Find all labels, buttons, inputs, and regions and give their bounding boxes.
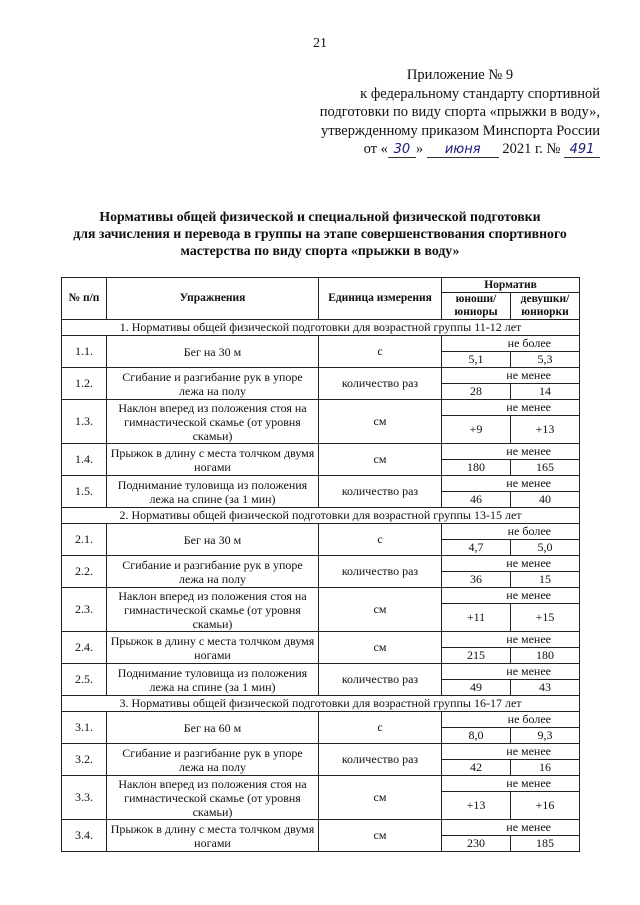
value-girls: 185 xyxy=(511,836,580,852)
table-body xyxy=(62,320,580,852)
row-num: 1.4. xyxy=(62,444,107,476)
row-num: 2.1. xyxy=(62,524,107,556)
row-unit: с xyxy=(319,336,442,368)
row-condition: не менее xyxy=(442,444,580,460)
value-boys: 4,7 xyxy=(442,540,511,556)
header-boys: юноши/ юниоры xyxy=(442,293,511,320)
row-exercise: Сгибание и разгибание рук в упоре лежа на полу xyxy=(107,368,319,400)
table-row xyxy=(62,664,580,680)
table-row xyxy=(62,476,580,492)
section-row xyxy=(62,508,580,524)
table-row xyxy=(62,400,580,416)
row-unit: количество раз xyxy=(319,368,442,400)
section-row xyxy=(62,696,580,712)
row-exercise: Наклон вперед из положения стоя на гимнастической скамье (от уровня скамьи) xyxy=(107,776,319,820)
appendix-title: Приложение № 9 xyxy=(406,67,514,83)
value-girls: +16 xyxy=(511,792,580,820)
row-condition: не более xyxy=(442,712,580,728)
row-condition: не более xyxy=(442,524,580,540)
row-unit: см xyxy=(319,400,442,444)
row-num: 3.1. xyxy=(62,712,107,744)
document-title xyxy=(40,208,600,259)
row-num: 1.1. xyxy=(62,336,107,368)
value-boys: +11 xyxy=(442,604,511,632)
row-num: 3.3. xyxy=(62,776,107,820)
row-condition: не менее xyxy=(442,368,580,384)
row-exercise: Поднимание туловища из положения лежа на спине (за 1 мин) xyxy=(107,476,319,508)
row-condition: не менее xyxy=(442,664,580,680)
appendix-date-line xyxy=(280,140,600,159)
row-exercise: Поднимание туловища из положения лежа на спине (за 1 мин) xyxy=(107,664,319,696)
value-girls: 43 xyxy=(511,680,580,696)
header-num: № п/п xyxy=(62,278,107,320)
table-row xyxy=(62,776,580,792)
value-boys: +13 xyxy=(442,792,511,820)
value-girls: 15 xyxy=(511,572,580,588)
table-row xyxy=(62,336,580,352)
row-condition: не менее xyxy=(442,744,580,760)
header-norm: Норматив xyxy=(442,278,580,293)
table-row xyxy=(62,820,580,836)
row-unit: количество раз xyxy=(319,476,442,508)
value-boys: 8,0 xyxy=(442,728,511,744)
value-girls: 40 xyxy=(511,492,580,508)
row-exercise: Сгибание и разгибание рук в упоре лежа на полу xyxy=(107,556,319,588)
appendix-line-2: подготовки по виду спорта «прыжки в воду», xyxy=(319,104,600,120)
row-exercise: Прыжок в длину с места толчком двумя ногами xyxy=(107,820,319,852)
row-unit: см xyxy=(319,820,442,852)
row-num: 2.3. xyxy=(62,588,107,632)
row-exercise: Бег на 60 м xyxy=(107,712,319,744)
row-exercise: Сгибание и разгибание рук в упоре лежа на полу xyxy=(107,744,319,776)
row-condition: не менее xyxy=(442,556,580,572)
table-row xyxy=(62,632,580,648)
page-number: 21 xyxy=(313,36,327,51)
row-condition: не менее xyxy=(442,400,580,416)
value-girls: 14 xyxy=(511,384,580,400)
appendix-line-3: утвержденному приказом Минспорта России xyxy=(320,122,600,139)
row-unit: количество раз xyxy=(319,664,442,696)
date-year: 2021 г. № xyxy=(502,141,561,157)
row-unit: см xyxy=(319,444,442,476)
section-title: 2. Нормативы общей физической подготовки для возрастной группы 13-15 лет xyxy=(62,508,580,524)
section-row xyxy=(62,320,580,336)
title-line-3: мастерства по виду спорта «прыжки в воду» xyxy=(180,243,460,258)
title-line-2: для зачисления и перевода в группы на этапе совершенствования спортивного xyxy=(73,226,567,241)
value-boys: 46 xyxy=(442,492,511,508)
header-girls: девушки/ юниорки xyxy=(511,293,580,320)
handwritten-day: 30 xyxy=(388,143,416,158)
row-exercise: Наклон вперед из положения стоя на гимнастической скамье (от уровня скамьи) xyxy=(107,588,319,632)
row-condition: не менее xyxy=(442,588,580,604)
value-boys: 215 xyxy=(442,648,511,664)
table-row xyxy=(62,524,580,540)
row-condition: не менее xyxy=(442,820,580,836)
row-num: 2.4. xyxy=(62,632,107,664)
row-exercise: Наклон вперед из положения стоя на гимнастической скамье (от уровня скамьи) xyxy=(107,400,319,444)
row-unit: количество раз xyxy=(319,744,442,776)
value-girls: 165 xyxy=(511,460,580,476)
value-boys: 5,1 xyxy=(442,352,511,368)
row-condition: не более xyxy=(442,336,580,352)
table-row xyxy=(62,588,580,604)
date-prefix: от « xyxy=(363,141,388,157)
row-num: 2.5. xyxy=(62,664,107,696)
value-girls: +13 xyxy=(511,416,580,444)
handwritten-number: 491 xyxy=(564,143,600,158)
value-girls: 5,0 xyxy=(511,540,580,556)
appendix-block xyxy=(280,66,600,159)
row-num: 3.4. xyxy=(62,820,107,852)
value-girls: 180 xyxy=(511,648,580,664)
value-boys: 49 xyxy=(442,680,511,696)
row-num: 3.2. xyxy=(62,744,107,776)
row-exercise: Бег на 30 м xyxy=(107,524,319,556)
table-row xyxy=(62,444,580,460)
row-unit: с xyxy=(319,524,442,556)
row-exercise: Бег на 30 м xyxy=(107,336,319,368)
row-unit: см xyxy=(319,776,442,820)
table-row xyxy=(62,712,580,728)
row-num: 1.5. xyxy=(62,476,107,508)
row-num: 1.2. xyxy=(62,368,107,400)
value-girls: 16 xyxy=(511,760,580,776)
row-exercise: Прыжок в длину с места толчком двумя ногами xyxy=(107,444,319,476)
row-num: 1.3. xyxy=(62,400,107,444)
appendix-line-1: к федеральному стандарту спортивной xyxy=(360,85,600,102)
value-girls: +15 xyxy=(511,604,580,632)
row-exercise: Прыжок в длину с места толчком двумя ногами xyxy=(107,632,319,664)
title-line-1: Нормативы общей физической и специальной физической подготовки xyxy=(99,209,541,224)
table-row xyxy=(62,744,580,760)
section-title: 3. Нормативы общей физической подготовки для возрастной группы 16-17 лет xyxy=(62,696,580,712)
value-girls: 5,3 xyxy=(511,352,580,368)
value-boys: 28 xyxy=(442,384,511,400)
value-boys: 230 xyxy=(442,836,511,852)
section-title: 1. Нормативы общей физической подготовки для возрастной группы 11-12 лет xyxy=(62,320,580,336)
row-unit: с xyxy=(319,712,442,744)
row-unit: см xyxy=(319,588,442,632)
value-boys: 42 xyxy=(442,760,511,776)
table-row xyxy=(62,368,580,384)
value-boys: 180 xyxy=(442,460,511,476)
row-num: 2.2. xyxy=(62,556,107,588)
header-unit: Единица измерения xyxy=(319,278,442,320)
row-condition: не менее xyxy=(442,476,580,492)
date-mid: » xyxy=(415,141,424,157)
value-boys: 36 xyxy=(442,572,511,588)
handwritten-month: июня xyxy=(427,143,499,158)
row-unit: см xyxy=(319,632,442,664)
row-unit: количество раз xyxy=(319,556,442,588)
row-condition: не менее xyxy=(442,632,580,648)
norms-table xyxy=(61,277,580,852)
value-boys: +9 xyxy=(442,416,511,444)
value-girls: 9,3 xyxy=(511,728,580,744)
table-row xyxy=(62,556,580,572)
row-condition: не менее xyxy=(442,776,580,792)
header-exercise: Упражнения xyxy=(107,278,319,320)
